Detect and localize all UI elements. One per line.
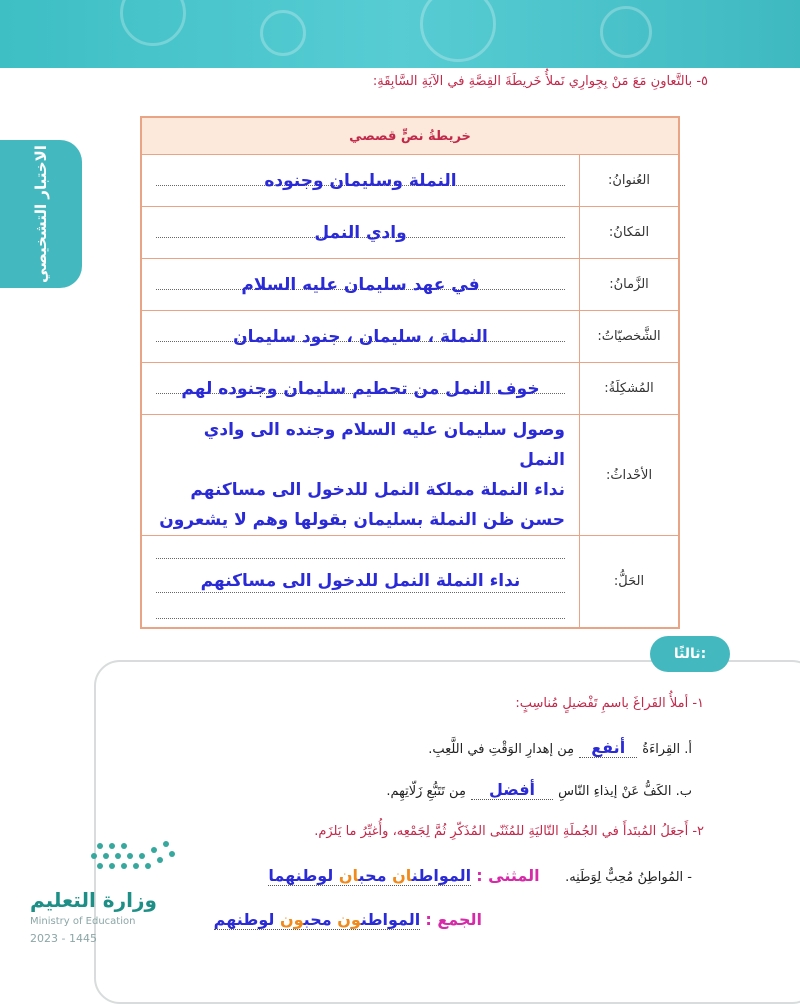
item-a-answer: أنفع — [579, 738, 637, 758]
item-b-answer: أفضل — [471, 780, 553, 800]
question-5-text: بالتَّعاونِ مَعَ مَنْ بِجِوارِي نَملأُ خَريطَةَ القِصَّةِ في الآيَةِ السَّابِقَةِ: — [372, 74, 693, 89]
value-time: في عهد سليمان عليه السلام — [141, 259, 580, 311]
item-a-suffix: مِن إهدارِ الوَقْتِ في اللَّعِبِ. — [428, 742, 575, 757]
item-dual — [268, 866, 692, 885]
label-place: المَكانُ: — [580, 207, 680, 259]
item-b-suffix: مِن تَتَبُّعِ زَلّاتِهِم. — [386, 784, 466, 799]
section-side-tab — [0, 140, 82, 288]
value-problem: خوف النمل من تحطيم سليمان وجنوده لهم — [141, 363, 580, 415]
item-b-prefix: ب. الكَفُّ عَنْ إيذاءِ النّاسِ — [558, 784, 692, 799]
value-title: النملة وسليمان وجنوده — [141, 155, 580, 207]
question-2: ٢- أَجعَلُ المُبتَدأَ في الجُملَةِ التّاليَةِ للمُثَنّى المُذَكّرِ ثُمَّ لِجَمْعِه، وأُغيِّرُ ما يَلزَم. — [314, 824, 704, 839]
label-events: الأحْداثُ: — [580, 415, 680, 536]
item-plural — [214, 910, 482, 929]
plural-label: الجمع : — [425, 910, 482, 929]
story-map-header: خريطةُ نصٍّ قصصي — [141, 117, 679, 155]
ministry-logo — [30, 836, 190, 956]
label-time: الزَّمانُ: — [580, 259, 680, 311]
label-solution: الحَلُّ: — [580, 536, 680, 628]
top-banner — [0, 0, 800, 68]
plural-answer: المواطنون محبون لوطنهم — [213, 910, 421, 929]
base-sentence: - المُواطِنُ مُحِبٌّ لِوَطَنِه. — [565, 870, 692, 885]
dual-answer: المواطنان محبان لوطنهما — [268, 866, 472, 885]
section-three-tab: ثالثًا: — [650, 636, 730, 672]
item-b — [386, 780, 692, 799]
ministry-name-arabic: وزارة التعليم — [30, 888, 157, 912]
label-characters: الشَّخصيّاتُ: — [580, 311, 680, 363]
label-title: العُنوانُ: — [580, 155, 680, 207]
question-5-number: ٥- — [696, 74, 708, 89]
item-a — [428, 738, 692, 757]
question-5 — [373, 74, 708, 89]
story-map-table — [140, 116, 680, 629]
value-characters: النملة ، سليمان ، جنود سليمان — [141, 311, 580, 363]
dual-label: المثنى : — [476, 866, 540, 885]
item-a-prefix: أ. القِراءَةُ — [642, 742, 692, 757]
value-place: وادي النمل — [141, 207, 580, 259]
ministry-logo-icon — [30, 836, 200, 886]
side-tab-label: الاختبار التشخيصي — [32, 145, 50, 283]
question-1: ١- أملأُ الفَراغَ باسمِ تَفْضيلٍ مُناسِبٍ: — [515, 696, 704, 711]
label-problem: المُشكِلَةُ: — [580, 363, 680, 415]
edition-year: 2023 - 1445 — [30, 932, 97, 945]
value-solution: نداء النملة النمل للدخول الى مساكنهم — [141, 536, 580, 628]
ministry-name-english: Ministry of Education — [30, 916, 136, 927]
value-events: وصول سليمان عليه السلام وجنده الى وادي النمل نداء النملة مملكة النمل للدخول الى مساكنهم حسن ظن النملة بسليمان بقولها وهم لا يشعرون — [141, 415, 580, 536]
